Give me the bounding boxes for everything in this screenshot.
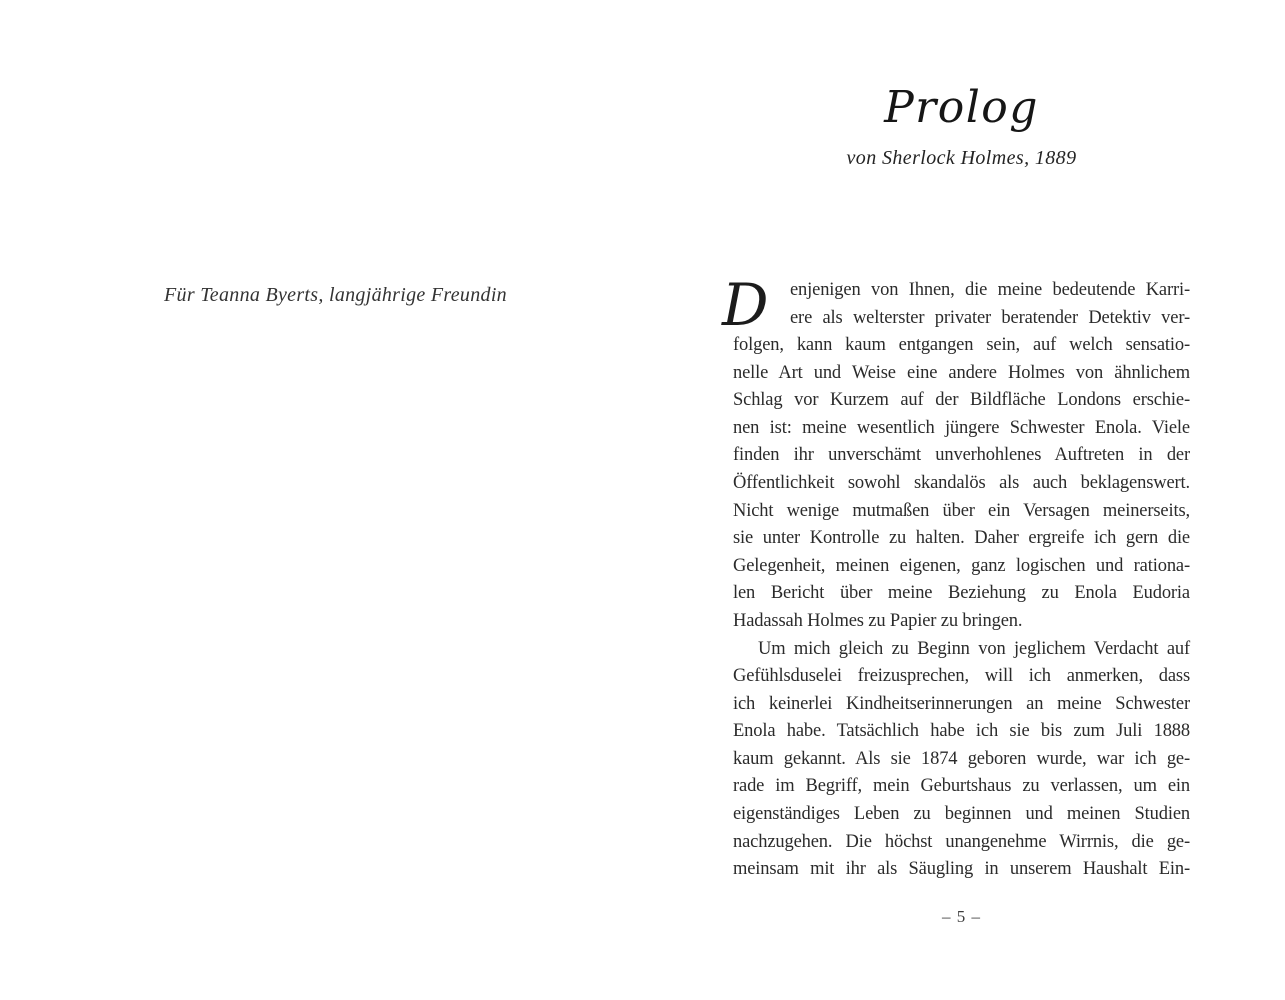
body-line: sie unter Kontrolle zu halten. Daher ergreife ich gern die	[733, 528, 1190, 549]
body-line: rade im Begriff, mein Geburtshaus zu verlassen, um ein	[733, 776, 1190, 797]
drop-cap-letter: D	[722, 271, 769, 339]
body-line: nelle Art und Weise eine andere Holmes von ähnlichem	[733, 362, 1190, 383]
body-line: Enola habe. Tatsächlich habe ich sie bis zum Juli 1888	[733, 721, 1190, 742]
body-line: Um mich gleich zu Beginn von jeglichem Verdacht auf	[758, 638, 1190, 659]
dedication-text: Für Teanna Byerts, langjährige Freundin	[164, 284, 507, 306]
chapter-subtitle: von Sherlock Holmes, 1889	[846, 147, 1077, 169]
body-line: meinsam mit ihr als Säugling in unserem Haushalt Ein-	[733, 859, 1190, 880]
body-line: kaum gekannt. Als sie 1874 geboren wurde, war ich ge-	[733, 748, 1190, 769]
body-line: Gefühlsduselei freizusprechen, will ich anmerken, dass	[733, 666, 1190, 687]
body-line: nen ist: meine wesentlich jüngere Schwester Enola. Viele	[733, 417, 1190, 438]
body-line: eigenständiges Leben zu beginnen und meinen Studien	[733, 803, 1190, 824]
body-line: Schlag vor Kurzem auf der Bildfläche Londons erschie-	[733, 390, 1190, 411]
body-line: len Bericht über meine Beziehung zu Enola Eudoria	[733, 583, 1190, 604]
body-line: ere als welterster privater beratender Detektiv ver-	[790, 307, 1190, 328]
body-line: enjenigen von Ihnen, die meine bedeutende Karri-	[790, 280, 1190, 300]
body-text	[733, 277, 1190, 884]
body-line: Hadassah Holmes zu Papier zu bringen.	[733, 610, 1023, 631]
body-line: folgen, kann kaum entgangen sein, auf welch sensatio-	[733, 335, 1190, 356]
body-paragraph-1	[733, 277, 1190, 636]
body-line: Nicht wenige mutmaßen über ein Versagen meinerseits,	[733, 500, 1190, 521]
page-number: – 5 –	[942, 907, 981, 926]
body-line: nachzugehen. Die höchst unangenehme Wirrnis, die ge-	[733, 831, 1190, 852]
chapter-title: Prolog	[884, 82, 1039, 133]
body-paragraph-2	[733, 636, 1190, 884]
body-line: finden ihr unverschämt unverhohlenes Auftreten in der	[733, 445, 1190, 466]
body-line: Öffentlichkeit sowohl skandalös als auch beklagenswert.	[733, 473, 1190, 494]
body-line: Gelegenheit, meinen eigenen, ganz logischen und rationa-	[733, 555, 1190, 576]
body-line: ich keinerlei Kindheitserinnerungen an meine Schwester	[733, 693, 1190, 714]
